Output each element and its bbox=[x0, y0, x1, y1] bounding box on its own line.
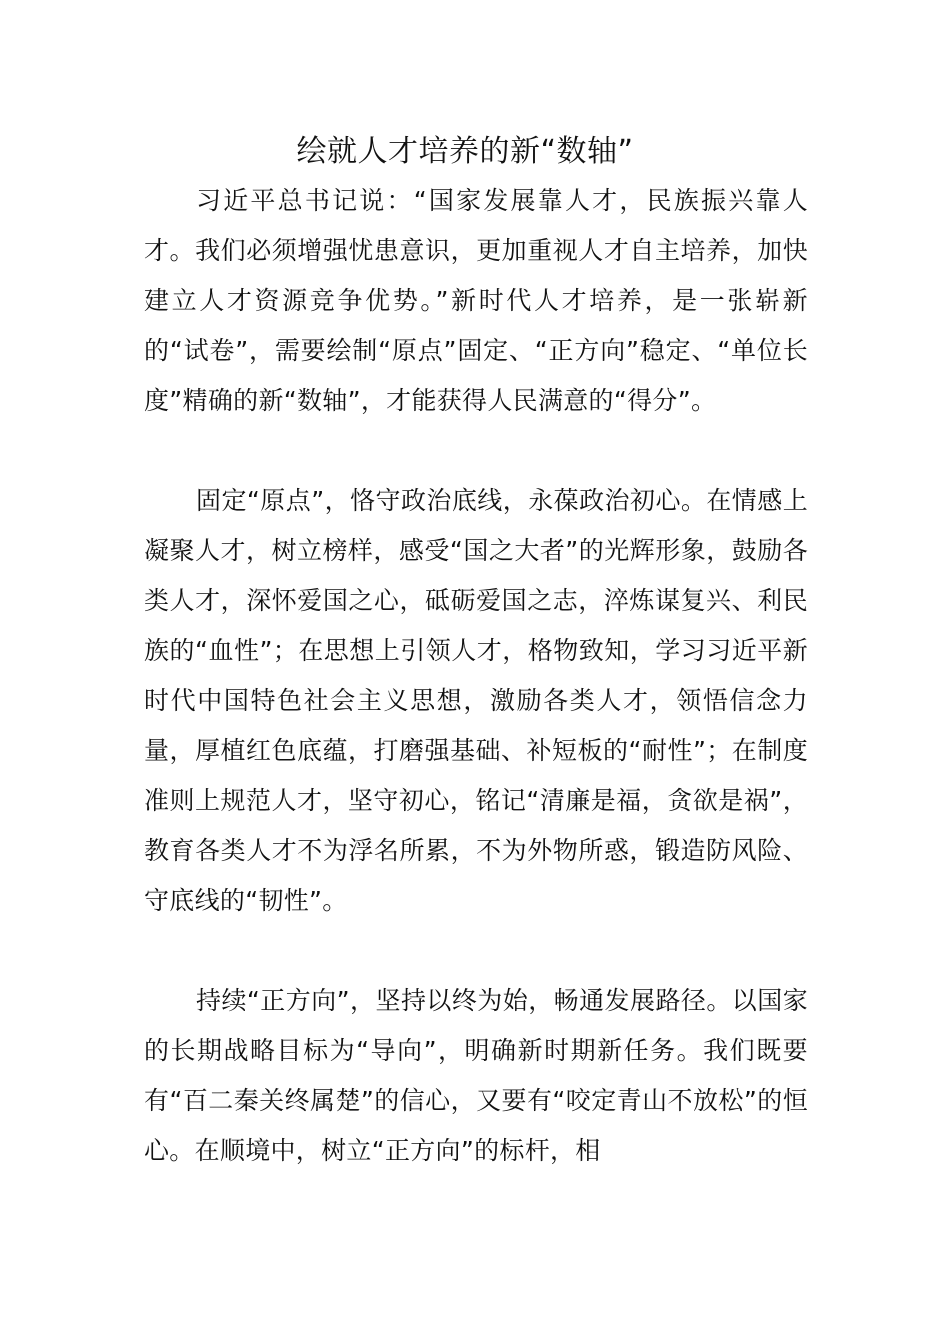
document-body bbox=[144, 176, 808, 1176]
document-title: 绘就人才培养的新“数轴” bbox=[296, 134, 634, 169]
paragraph-direction: 持续“正方向”，坚持以终为始，畅通发展路径。以国家的长期战略目标为“导向”，明确新时期新任务。我们既要有“百二秦关终属楚”的信心，又要有“咬定青山不放松”的恒心。在顺境中，树立“正方向”的标杆，相 bbox=[144, 986, 808, 1165]
paragraph-intro: 习近平总书记说：“国家发展靠人才，民族振兴靠人才。我们必须增强忧患意识，更加重视人才自主培养，加快建立人才资源竞争优势。”新时代人才培养，是一张崭新的“试卷”，需要绘制“原点”固定、“正方向”稳定、“单位长度”精确的新“数轴”，才能获得人民满意的“得分”。 bbox=[144, 186, 808, 415]
paragraph-origin: 固定“原点”，恪守政治底线，永葆政治初心。在情感上凝聚人才，树立榜样，感受“国之大者”的光辉形象，鼓励各类人才，深怀爱国之心，砥砺爱国之志，淬炼谋复兴、利民族的“血性”；在思想上引领人才，格物致知，学习习近平新时代中国特色社会主义思想，激励各类人才，领悟信念力量，厚植红色底蕴，打磨强基础、补短板的“耐性”；在制度准则上规范人才，坚守初心，铭记“清廉是福，贪欲是祸”，教育各类人才不为浮名所累，不为外物所惑，锻造防风险、守底线的“韧性”。 bbox=[144, 486, 808, 915]
